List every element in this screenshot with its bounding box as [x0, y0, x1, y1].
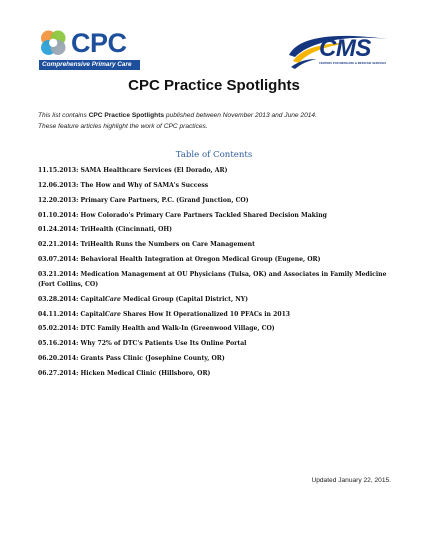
toc-entry-part: 04.11.2014: Capital: [38, 310, 105, 318]
cpc-logo: [38, 28, 140, 72]
intro-line-2: These feature articles highlight the work of CPC practices.: [38, 122, 208, 130]
cms-logo-text: CMS: [319, 35, 371, 62]
toc-entry[interactable]: 03.21.2014: Medication Management at OU Physicians (Tulsa, OK) and Associates in Family Medicine (Fort Collins, CO): [38, 270, 387, 288]
toc-heading: Table of Contents: [175, 150, 253, 160]
toc-entry[interactable]: 05.16.2014: Why 72% of DTC's Patients Use Its Online Portal: [38, 340, 247, 348]
intro-part-2: published between November 2013 and June 2014.: [164, 112, 317, 119]
cms-logo-subtitle: CENTERS FOR MEDICARE & MEDICAID SERVICES: [319, 62, 387, 65]
cpc-logo-subtitle: Comprehensive Primary Care: [39, 60, 140, 70]
toc-entry[interactable]: [38, 295, 398, 305]
intro-emphasis: CPC Practice Spotlights: [88, 112, 165, 119]
toc-entry[interactable]: 01.10.2014: How Colorado's Primary Care Partners Tackled Shared Decision Making: [38, 211, 327, 219]
updated-date: Updated January 22, 2015.: [311, 477, 391, 484]
toc-entry-part: Medical Group (Capital District, NY): [120, 295, 248, 303]
toc-entry[interactable]: 12.20.2013: Primary Care Partners, P.C. (Grand Junction, CO): [38, 196, 249, 204]
intro-line-1: [38, 111, 398, 122]
toc-entry-italic: Care: [105, 310, 121, 318]
toc-entry[interactable]: 02.21.2014: TriHealth Runs the Numbers on Care Management: [38, 241, 255, 249]
intro-part-1: This list contains: [38, 112, 89, 119]
toc-entry[interactable]: 11.15.2013: SAMA Healthcare Services (El Dorado, AR): [38, 167, 228, 174]
toc-entry[interactable]: 12.06.2013: The How and Why of SAMA's Success: [38, 181, 209, 189]
cpc-logo-text: CPC: [71, 28, 127, 58]
table-of-contents: [38, 166, 398, 384]
toc-entry-italic: Care: [105, 295, 121, 303]
page-title: CPC Practice Spotlights: [128, 77, 300, 94]
toc-entry[interactable]: 05.02.2014: DTC Family Health and Walk-In (Greenwood Village, CO): [38, 325, 275, 333]
toc-entry[interactable]: 03.07.2014: Behavioral Health Integration at Oregon Medical Group (Eugene, OR): [38, 256, 321, 264]
intro-text: [38, 111, 398, 132]
toc-entry[interactable]: 06.20.2014: Grants Pass Clinic (Josephine County, OR): [38, 355, 225, 363]
toc-entry[interactable]: [38, 310, 398, 320]
cms-logo: [287, 33, 392, 73]
toc-entry[interactable]: 01.24.2014: TriHealth (Cincinnati, OH): [38, 226, 173, 234]
toc-entry-part: 03.28.2014: Capital: [38, 295, 105, 303]
toc-entry[interactable]: 06.27.2014: Hicken Medical Clinic (Hillsboro, OR): [38, 369, 211, 377]
toc-entry-part: Shares How It Operationalized 10 PFACs in 2013: [120, 310, 291, 318]
cpc-circle-mark-icon: [38, 28, 68, 58]
